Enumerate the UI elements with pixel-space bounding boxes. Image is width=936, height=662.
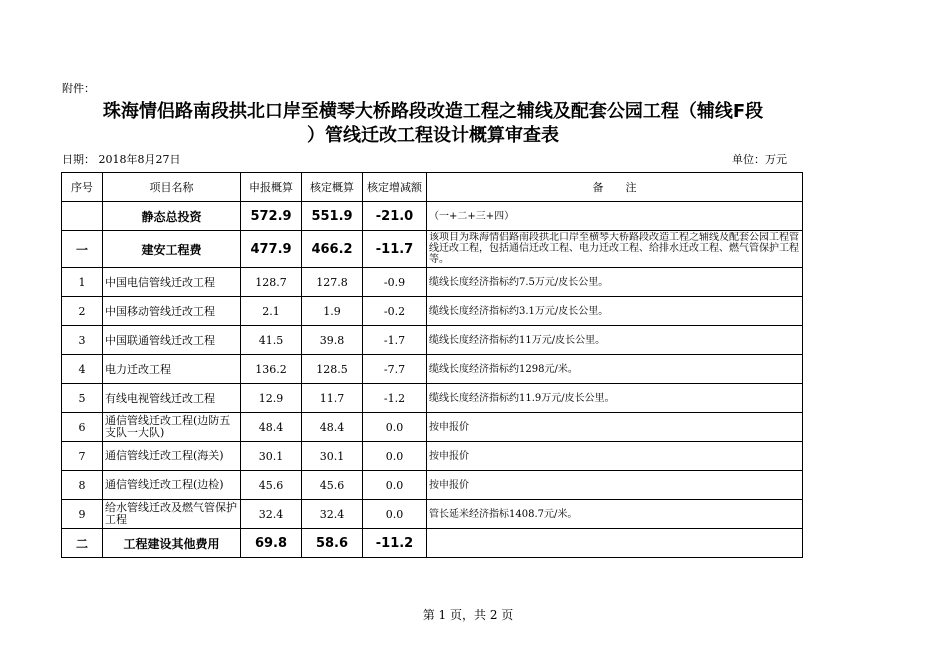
row-note: 按申报价 xyxy=(427,413,803,442)
row-diff: -1.2 xyxy=(363,384,427,413)
row-no: 二 xyxy=(62,529,103,558)
row-declared: 572.9 xyxy=(241,202,302,231)
row-name: 给水管线迁改及燃气管保护工程 xyxy=(103,500,241,529)
row-diff: -7.7 xyxy=(363,355,427,384)
row-name: 通信管线迁改工程(海关) xyxy=(103,442,241,471)
row-declared: 2.1 xyxy=(241,297,302,326)
row-declared: 30.1 xyxy=(241,442,302,471)
row-name: 电力迁改工程 xyxy=(103,355,241,384)
row-note: 缆线长度经济指标约3.1万元/皮长公里。 xyxy=(427,297,803,326)
date-label: 日期： 2018年8月27日 xyxy=(62,153,181,166)
table-row xyxy=(62,471,803,500)
header-diff: 核定增减额 xyxy=(363,173,427,202)
row-diff: 0.0 xyxy=(363,442,427,471)
row-no: 9 xyxy=(62,500,103,529)
table-row xyxy=(62,413,803,442)
row-declared: 477.9 xyxy=(241,231,302,268)
row-diff: -0.2 xyxy=(363,297,427,326)
unit-label: 单位：万元 xyxy=(732,153,787,166)
header-note: 备 注 xyxy=(427,173,803,202)
row-no: 7 xyxy=(62,442,103,471)
header-approved: 核定概算 xyxy=(302,173,363,202)
row-note: 缆线长度经济指标约11万元/皮长公里。 xyxy=(427,326,803,355)
row-no: 1 xyxy=(62,268,103,297)
row-note: 按申报价 xyxy=(427,471,803,500)
row-note: 缆线长度经济指标约1298元/米。 xyxy=(427,355,803,384)
title-line-1: 珠海情侣路南段拱北口岸至横琴大桥路段改造工程之辅线及配套公园工程（辅线F段 xyxy=(102,101,764,122)
row-no: 3 xyxy=(62,326,103,355)
table-row xyxy=(62,355,803,384)
row-name: 建安工程费 xyxy=(103,231,241,268)
row-no: 2 xyxy=(62,297,103,326)
row-declared: 48.4 xyxy=(241,413,302,442)
document-title xyxy=(62,100,804,148)
row-approved: 39.8 xyxy=(302,326,363,355)
table-header-row xyxy=(62,173,803,202)
row-diff: -21.0 xyxy=(363,202,427,231)
row-note: 管长延米经济指标1408.7元/米。 xyxy=(427,500,803,529)
table-row xyxy=(62,297,803,326)
row-diff: 0.0 xyxy=(363,500,427,529)
row-name: 中国电信管线迁改工程 xyxy=(103,268,241,297)
row-approved: 11.7 xyxy=(302,384,363,413)
row-diff: 0.0 xyxy=(363,413,427,442)
row-diff: -1.7 xyxy=(363,326,427,355)
row-name: 中国联通管线迁改工程 xyxy=(103,326,241,355)
row-declared: 45.6 xyxy=(241,471,302,500)
row-approved: 127.8 xyxy=(302,268,363,297)
table-row xyxy=(62,442,803,471)
row-declared: 32.4 xyxy=(241,500,302,529)
row-note: 缆线长度经济指标约7.5万元/皮长公里。 xyxy=(427,268,803,297)
row-name: 工程建设其他费用 xyxy=(103,529,241,558)
row-no: 一 xyxy=(62,231,103,268)
header-name: 项目名称 xyxy=(103,173,241,202)
row-diff: 0.0 xyxy=(363,471,427,500)
table-row xyxy=(62,326,803,355)
row-approved: 551.9 xyxy=(302,202,363,231)
row-note: 该项目为珠海情侣路南段拱北口岸至横琴大桥路段改造工程之辅线及配套公园工程管线迁改工程，包括通信迁改工程、电力迁改工程、给排水迁改工程、燃气管保护工程等。 xyxy=(429,232,799,265)
row-note: （一+二+三+四） xyxy=(427,202,803,231)
table-row xyxy=(62,529,803,558)
row-approved: 48.4 xyxy=(302,413,363,442)
row-approved: 32.4 xyxy=(302,500,363,529)
header-declared: 申报概算 xyxy=(241,173,302,202)
attachment-label: 附件： xyxy=(62,82,95,95)
row-diff: -0.9 xyxy=(363,268,427,297)
table-row xyxy=(62,384,803,413)
row-name: 中国移动管线迁改工程 xyxy=(103,297,241,326)
row-no: 4 xyxy=(62,355,103,384)
row-approved: 128.5 xyxy=(302,355,363,384)
row-approved: 45.6 xyxy=(302,471,363,500)
row-name: 通信管线迁改工程(边防五支队一大队) xyxy=(103,413,241,442)
row-note xyxy=(427,529,803,558)
row-name: 有线电视管线迁改工程 xyxy=(103,384,241,413)
row-no: 6 xyxy=(62,413,103,442)
row-declared: 69.8 xyxy=(241,529,302,558)
row-note: 缆线长度经济指标约11.9万元/皮长公里。 xyxy=(427,384,803,413)
row-declared: 12.9 xyxy=(241,384,302,413)
row-no: 5 xyxy=(62,384,103,413)
row-declared: 136.2 xyxy=(241,355,302,384)
header-no: 序号 xyxy=(62,173,103,202)
row-no: 8 xyxy=(62,471,103,500)
row-name: 通信管线迁改工程(边检) xyxy=(103,471,241,500)
title-line-2: ）管线迁改工程设计概算审查表 xyxy=(307,125,559,146)
row-diff: -11.7 xyxy=(363,231,427,268)
row-approved: 30.1 xyxy=(302,442,363,471)
row-approved: 58.6 xyxy=(302,529,363,558)
row-approved: 1.9 xyxy=(302,297,363,326)
row-note: 按申报价 xyxy=(427,442,803,471)
row-approved: 466.2 xyxy=(302,231,363,268)
row-declared: 41.5 xyxy=(241,326,302,355)
table-row xyxy=(62,268,803,297)
table-row xyxy=(62,231,803,268)
row-note-cell xyxy=(427,231,803,268)
review-table xyxy=(61,172,803,558)
row-name: 静态总投资 xyxy=(103,202,241,231)
row-diff: -11.2 xyxy=(363,529,427,558)
table-row xyxy=(62,500,803,529)
table-row xyxy=(62,202,803,231)
page-footer: 第 1 页，共 2 页 xyxy=(422,608,514,622)
row-declared: 128.7 xyxy=(241,268,302,297)
row-no xyxy=(62,202,103,231)
